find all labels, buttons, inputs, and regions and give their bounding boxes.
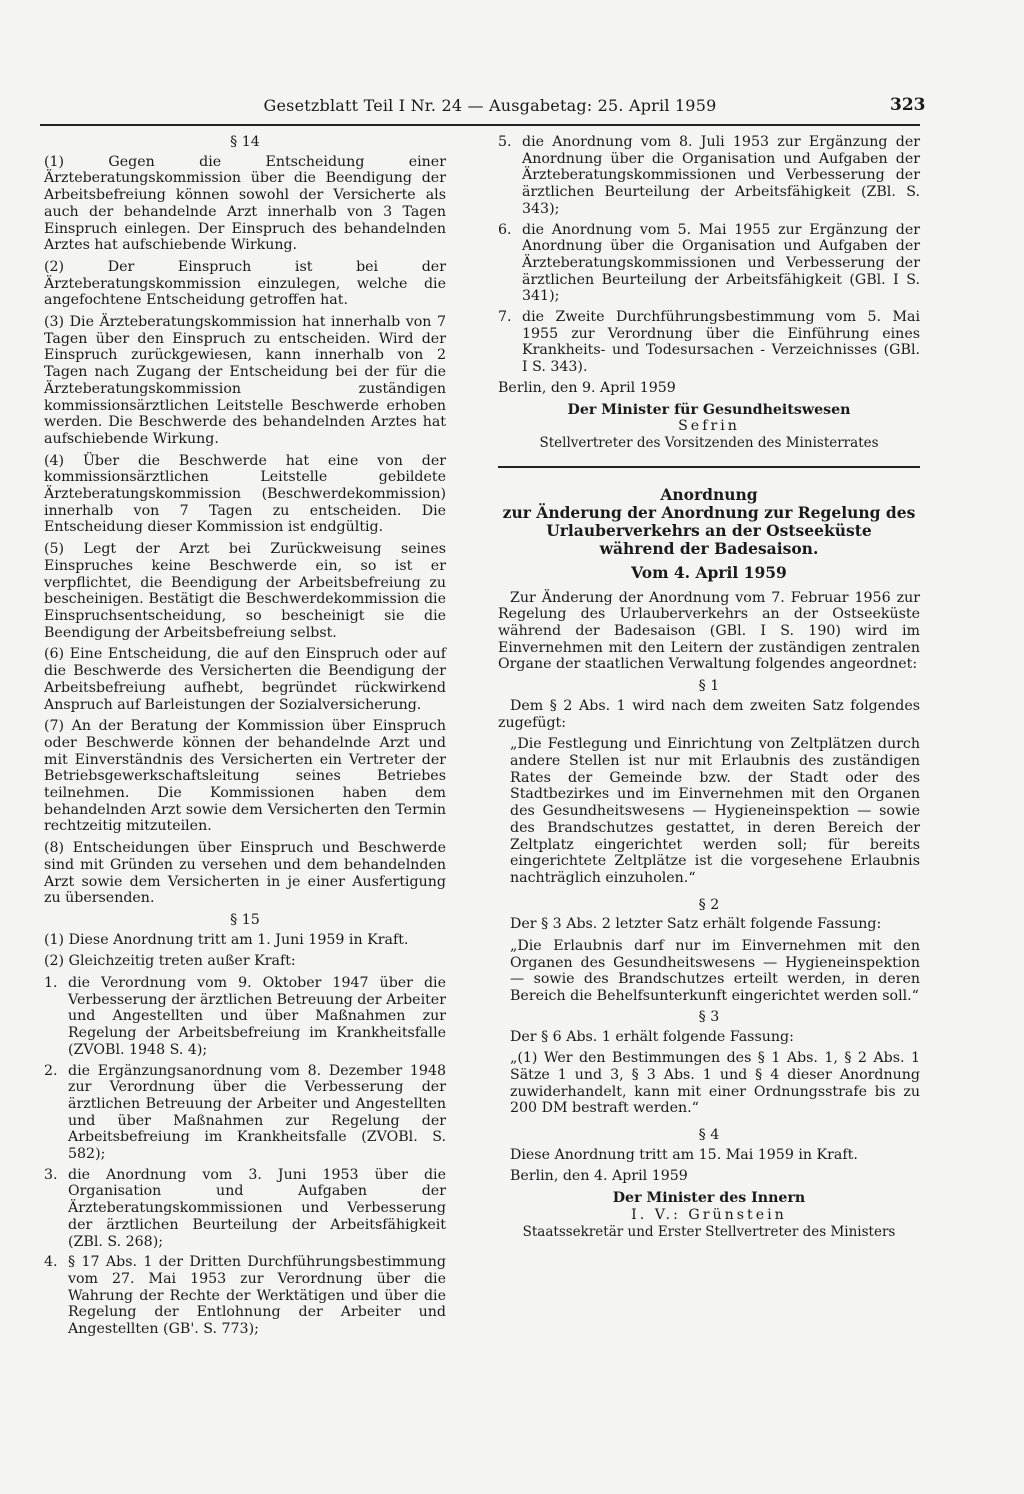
decree-title <box>498 486 920 558</box>
decree-title-line: Anordnung <box>660 484 758 504</box>
signer-role: Stellvertreter des Vorsitzenden des Ministerrates <box>539 434 879 451</box>
list-item-text: die Anordnung vom 3. Juni 1953 über die Organisation und Aufgaben der Ärzteberatungskommissionen und Verbesserung der ärztlichen Beurteilung der Arbeitsfähigkeit (ZBl. S. 268); <box>68 1166 446 1250</box>
signature-date: Berlin, den 9. April 1959 <box>498 379 676 396</box>
paragraph-14-4: (4) Über die Beschwerde hat eine von der kommissionsärztlichen Leitstelle gebildete Ärzteberatungskommission (Beschwerdekommission) innerhalb von 7 Tagen zu entscheiden. Die Entscheidung dieser Kommission ist endgültig. <box>44 452 446 536</box>
list-item-number: 7. <box>498 309 512 326</box>
section-4-text: Diese Anordnung tritt am 15. Mai 1959 in Kraft. <box>510 1146 858 1163</box>
list-item-text: die Zweite Durchführungsbestimmung vom 5. Mai 1955 zur Verordnung über die Einführung eines Krankheits- und Todesursachen - Verzeichnisses (GBl. I S. 343). <box>522 309 920 376</box>
signer-role-2: Staatssekretär und Erster Stellvertreter des Ministers <box>522 1223 896 1240</box>
section-15-heading: § 15 <box>230 911 260 928</box>
list-item <box>498 222 920 306</box>
decree-title-line: zur Änderung der Anordnung zur Regelung des <box>502 502 916 522</box>
section-3-heading: § 3 <box>698 1008 720 1025</box>
paragraph-14-5: (5) Legt der Arzt bei Zurückweisung seines Einspruches keine Beschwerde ein, so ist er verpflichtet, die Beendigung der Arbeitsbefreiung zu bescheinigen. Bestätigt die Beschwerdekommission die Einspruchsentscheidung, so bescheinigt sie die Beendigung der Arbeitsbefreiung selbst. <box>44 541 446 641</box>
minister-title-2: Der Minister des Innern <box>612 1190 806 1207</box>
paragraph-15-1: (1) Diese Anordnung tritt am 1. Juni 1959 in Kraft. <box>44 931 409 948</box>
section-2-heading: § 2 <box>698 896 720 913</box>
list-item-text: § 17 Abs. 1 der Dritten Durchführungsbestimmung vom 27. Mai 1953 zur Verordnung über die Wahrung der Rechte der Werktätigen und über die Regelung der Entlohnung der Arbeiter und Angestellten (GB'. S. 773); <box>68 1254 446 1338</box>
decree-date: Vom 4. April 1959 <box>631 562 787 582</box>
decree-title-line: Urlauberverkehrs an der Ostseeküste <box>546 520 872 540</box>
paragraph-14-7: (7) An der Beratung der Kommission über Einspruch oder Beschwerde können der behandelnde Arzt und mit Einverständnis des Versicherten ein Vertreter der Betriebsgewerkschaftsleitung seines Betriebes teilnehmen. Die Kommissionen haben dem behandelnden Arzt sowie dem Versicherten den Termin rechtzeitig mitzuteilen. <box>44 718 446 835</box>
section-1-text: Dem § 2 Abs. 1 wird nach dem zweiten Satz folgendes zugefügt: <box>498 697 920 731</box>
paragraph-14-6: (6) Eine Entscheidung, die auf den Einspruch oder auf die Beschwerde des Versicherten die Beendigung der Arbeitsbefreiung aufhebt, begründet rückwirkend Anspruch auf Barleistungen der Sozialversicherung. <box>44 646 446 713</box>
list-item <box>44 1167 446 1251</box>
section-divider <box>498 466 920 468</box>
paragraph-14-2: (2) Der Einspruch ist bei der Ärzteberatungskommission einzulegen, welche die angefochtene Entscheidung getroffen hat. <box>44 258 446 309</box>
section-2-text: Der § 3 Abs. 2 letzter Satz erhält folgende Fassung: <box>510 916 882 933</box>
list-item-number: 2. <box>44 1062 58 1079</box>
list-item <box>498 134 920 218</box>
list-item-number: 4. <box>44 1254 58 1271</box>
page-number: 323 <box>890 95 926 115</box>
list-item-text: die Verordnung vom 9. Oktober 1947 über die Verbesserung der ärztlichen Betreuung der Arbeiter und Angestellten und über Maßnahmen zur Regelung der Arbeitsbefreiung im Krankheitsfalle (ZVOBl. 1948 S. 4); <box>68 975 446 1058</box>
page-header <box>0 96 1024 126</box>
section-3-text: Der § 6 Abs. 1 erhält folgende Fassung: <box>510 1028 794 1045</box>
decree-title-line: während der Badesaison. <box>599 538 819 558</box>
right-column <box>498 134 920 1240</box>
decree-intro: Zur Änderung der Anordnung vom 7. Februar 1956 zur Regelung des Urlauberverkehrs an der Ostseeküste während der Badesaison (GBl. I S. 190) wird im Einvernehmen mit den Leitern der zuständigen zentralen Organe der staatlichen Verwaltung folgendes angeordnet: <box>498 589 920 673</box>
section-1-quote: „Die Festlegung und Einrichtung von Zeltplätzen durch andere Stellen ist nur mit Erlaubnis des zuständigen Rates der Gemeinde bzw. der Stadt oder des Stadtbezirkes und im Einvernehmen mit den Organen des Gesundheitswesens — Hygieneinspektion — sowie des Brandschutzes gestattet, in deren Bereich der Zeltplatz eingerichtet werden soll; für bereits eingerichtete Zeltplätze ist die vorgesehene Erlaubnis nachträglich einzuholen.“ <box>510 736 920 886</box>
paragraph-15-2: (2) Gleichzeitig treten außer Kraft: <box>44 953 296 970</box>
section-3-quote: „(1) Wer den Bestimmungen des § 1 Abs. 1, § 2 Abs. 1 Sätze 1 und 3, § 3 Abs. 1 und § 4 dieser Anordnung zuwiderhandelt, kann mit einer Ordnungsstrafe bis zu 200 DM bestraft werden.“ <box>510 1050 920 1117</box>
minister-title: Der Minister für Gesundheitswesen <box>567 401 851 418</box>
signer-name: Sefrin <box>678 418 740 435</box>
list-item-number: 5. <box>498 134 512 150</box>
list-item-number: 6. <box>498 221 512 238</box>
header-title: Gesetzblatt Teil I Nr. 24 — Ausgabetag: 25. April 1959 <box>263 96 717 115</box>
list-item-text: die Anordnung vom 5. Mai 1955 zur Ergänzung der Anordnung über die Organisation und Aufgaben der Ärzteberatungskommissionen und Verbesserung der ärztlichen Beurteilung der Arbeitsfähigkeit (GBl. I S. 341); <box>522 221 920 305</box>
section-2-quote: „Die Erlaubnis darf nur im Einvernehmen mit den Organen des Gesundheitswesens — Hygieneinspektion — sowie des Brandschutzes erteilt werden, in deren Bereich die Behelfsunterkunft eingerichtet werden soll.“ <box>510 938 920 1005</box>
list-item <box>44 975 446 1059</box>
left-column <box>44 134 446 1342</box>
signature-date-2: Berlin, den 4. April 1959 <box>510 1168 688 1185</box>
paragraph-14-3: (3) Die Ärzteberatungskommission hat innerhalb von 7 Tagen über den Einspruch zu entscheiden. Wird der Einspruch zurückgewiesen, kann innerhalb von 2 Tagen nach Zugang der Entscheidung bei der für die Ärzteberatungskommission zuständigen kommissionsärztlichen Leitstelle Beschwerde erhoben werden. Die Beschwerde des behandelnden Arztes hat aufschiebende Wirkung. <box>44 314 446 447</box>
list-item <box>44 1063 446 1163</box>
paragraph-14-1: (1) Gegen die Entscheidung einer Ärzteberatungskommission über die Beendigung der Arbeitsbefreiung können sowohl der Versicherte als auch der behandelnde Arzt innerhalb von 3 Tagen Einspruch einlegen. Der Einspruch des behandelnden Arztes hat aufschiebende Wirkung. <box>44 153 446 254</box>
section-4-heading: § 4 <box>698 1127 720 1144</box>
header-rule <box>40 124 920 126</box>
list-item <box>44 1254 446 1338</box>
list-item-number: 3. <box>44 1166 58 1183</box>
list-item-text: die Anordnung vom 8. Juli 1953 zur Ergänzung der Anordnung über die Organisation und Aufgaben der Ärzteberatungskommissionen und Verbesserung der ärztlichen Beurteilung der Arbeitsfähigkeit (ZBl. S. 343); <box>522 134 920 217</box>
signer-name-2: I. V.: Grünstein <box>631 1206 787 1223</box>
section-14-heading: § 14 <box>230 134 260 150</box>
list-item <box>498 309 920 376</box>
paragraph-14-8: (8) Entscheidungen über Einspruch und Beschwerde sind mit Gründen zu versehen und dem behandelnden Arzt sowie dem Versicherten in je einer Ausfertigung zu übersenden. <box>44 840 446 907</box>
list-item-text: die Ergänzungsanordnung vom 8. Dezember 1948 zur Verordnung über die Verbesserung der ärztlichen Betreuung der Arbeiter und Angestellten und über Maßnahmen zur Regelung der Arbeitsbefreiung im Krankheitsfalle (ZVOBl. S. 582); <box>68 1062 446 1163</box>
list-item-number: 1. <box>44 975 58 992</box>
section-1-heading: § 1 <box>698 678 720 695</box>
